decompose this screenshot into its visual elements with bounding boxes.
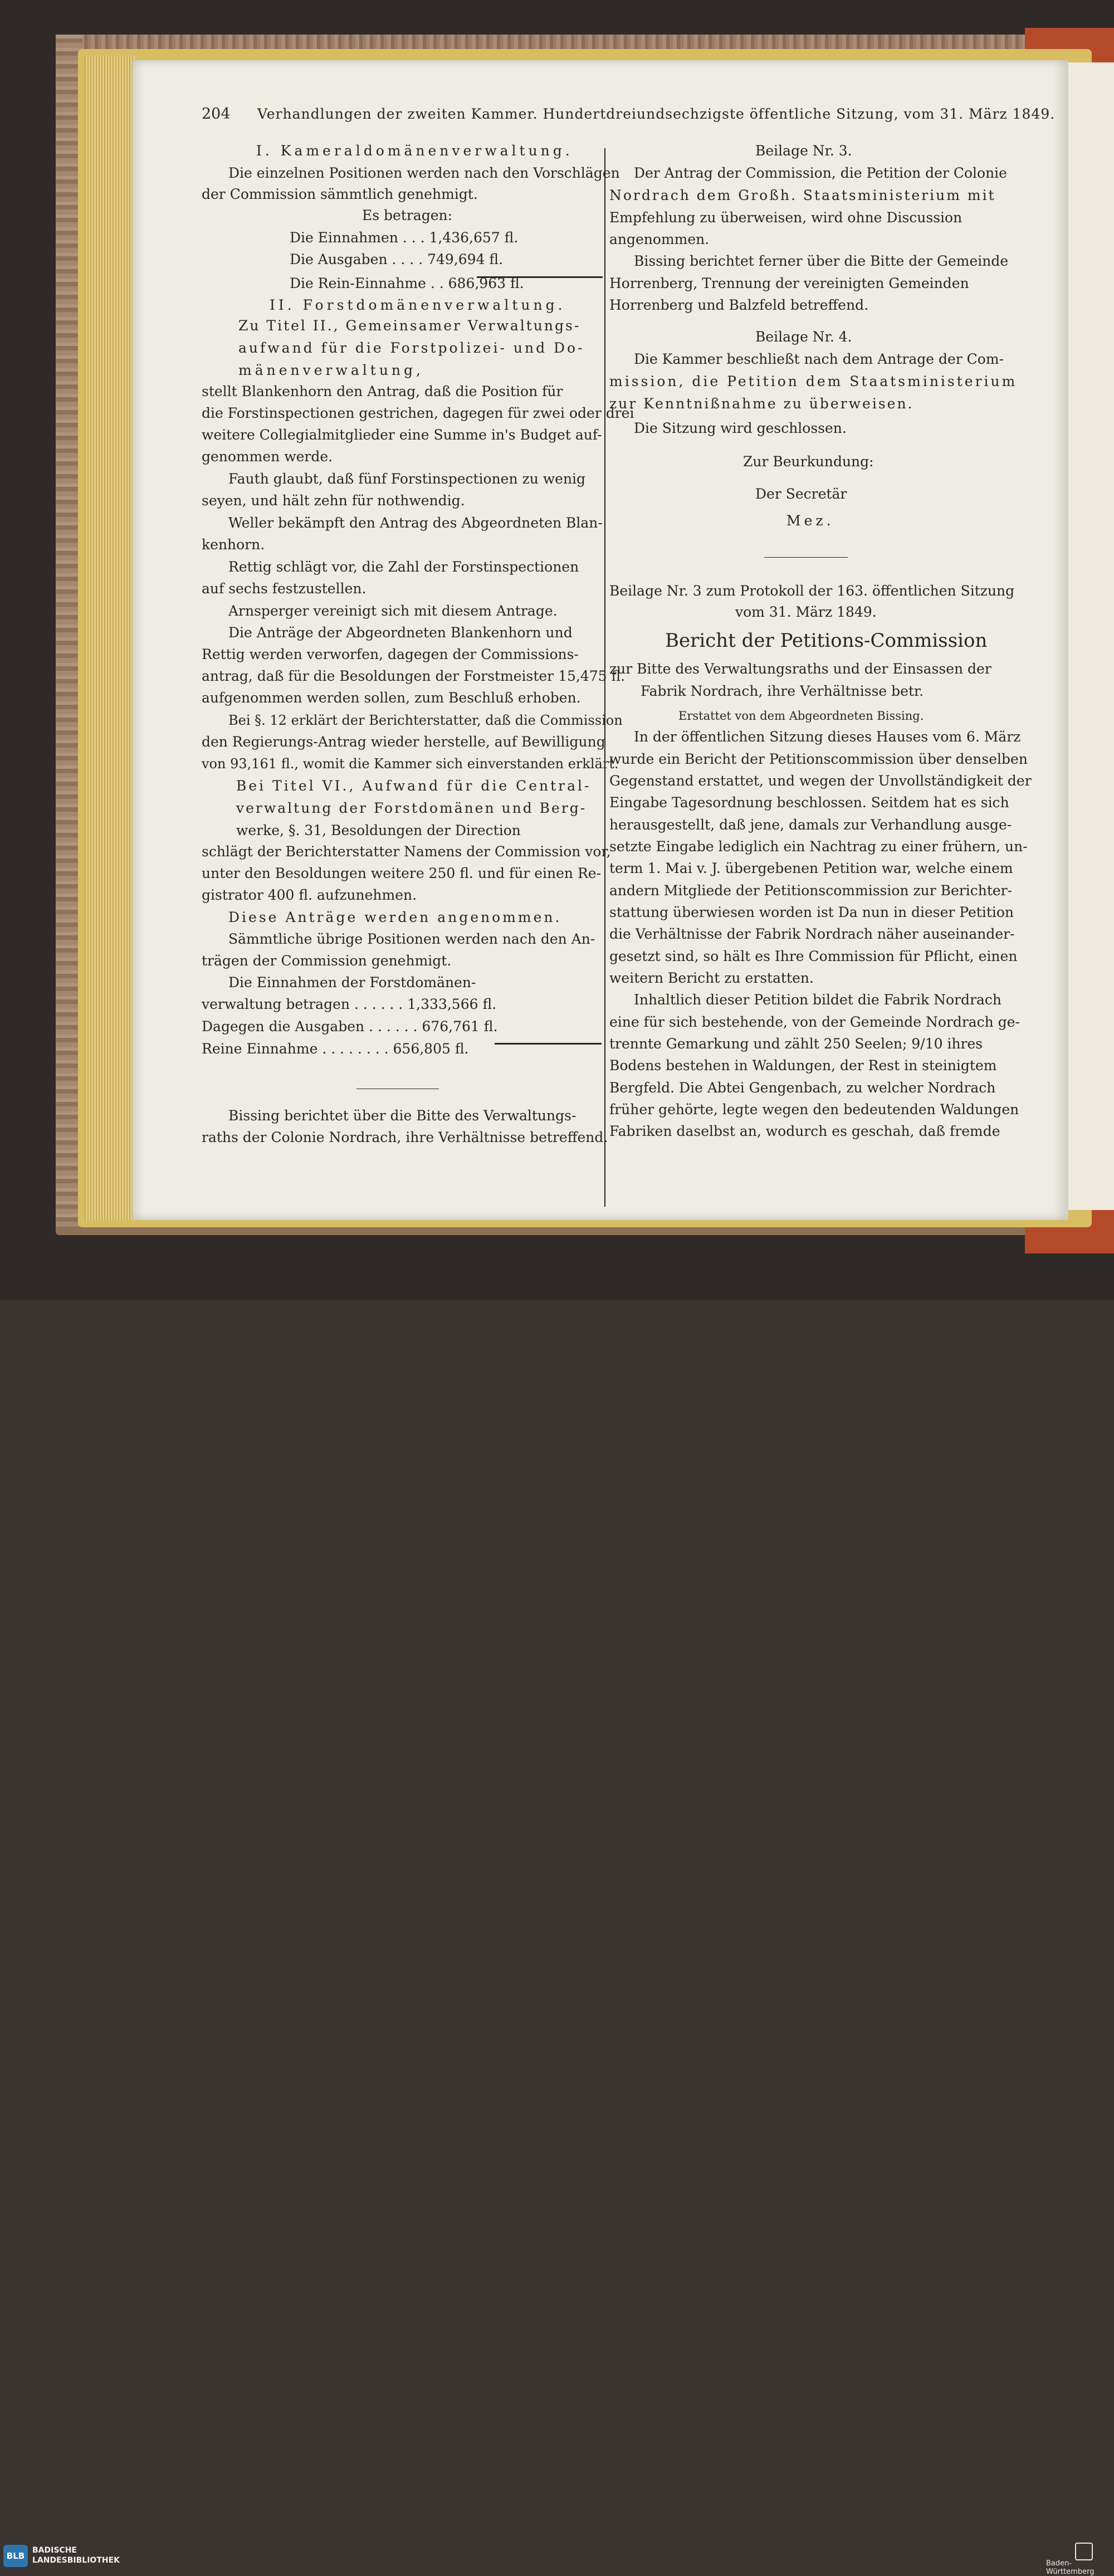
- text-line: trägen der Commission genehmigt.: [202, 953, 452, 969]
- text-line: eine für sich bestehende, von der Gemeinde Nordrach ge-: [609, 1014, 1020, 1030]
- running-title: Verhandlungen der zweiten Kammer. Hundertdreiundsechzigste öffentliche Sitzung, vom 31. März 1849.: [257, 106, 1056, 122]
- text-line: Weller bekämpft den Antrag des Abgeordneten Blan-: [228, 515, 603, 531]
- text-line: Bergfeld. Die Abtei Gengenbach, zu welcher Nordrach: [609, 1080, 996, 1096]
- text-line: Die Sitzung wird geschlossen.: [634, 420, 847, 436]
- text-line: seyen, und hält zehn für nothwendig.: [202, 492, 465, 509]
- text-line: Zur Beurkundung:: [743, 453, 874, 470]
- text-line: Eingabe Tagesordnung beschlossen. Seitdem hat es sich: [609, 794, 1009, 811]
- text-line: weitere Collegialmitglieder eine Summe in's Budget auf-: [202, 427, 602, 443]
- text-line: Bodens bestehen in Waldungen, der Rest in steinigtem: [609, 1057, 997, 1074]
- table-row: Dagegen die Ausgaben . . . . . . 676,761 fl.: [202, 1018, 498, 1035]
- text-line: verwaltung der Forstdomänen und Berg-: [236, 800, 587, 816]
- text-line: weitern Bericht zu erstatten.: [609, 970, 814, 986]
- text-line: Horrenberg, Trennung der vereinigten Gemeinden: [609, 275, 969, 291]
- text-line: Rettig schlägt vor, die Zahl der Forstinspectionen: [228, 559, 579, 575]
- text-line: gistrator 400 fl. aufzunehmen.: [202, 887, 417, 903]
- section-heading: II. Forstdomänenverwaltung.: [270, 297, 566, 313]
- page-block-edge: [85, 56, 135, 1220]
- text-line: gesetzt sind, so hält es Ihre Commission für Pflicht, einen: [609, 948, 1018, 964]
- text-line: In der öffentlichen Sitzung dieses Hauses vom 6. März: [634, 729, 1021, 745]
- document-page: [133, 60, 1068, 1220]
- text-line: Horrenberg und Balzfeld betreffend.: [609, 297, 869, 313]
- report-author: Erstattet von dem Abgeordneten Bissing.: [678, 709, 924, 723]
- table-row: Die Rein-Einnahme . . 686,963 fl.: [290, 275, 524, 291]
- text-line: aufwand für die Forstpolizei- und Do-: [238, 340, 585, 356]
- book-scan: [0, 0, 1114, 1270]
- text-line: zur Bitte des Verwaltungsraths und der Einsassen der: [609, 661, 991, 677]
- separator-rule: [764, 557, 848, 558]
- text-line: wurde ein Bericht der Petitionscommission über denselben: [609, 751, 1028, 767]
- text-line: Arnsperger vereinigt sich mit diesem Antrage.: [228, 603, 558, 619]
- text-line: Bissing berichtet über die Bitte des Verwaltungs-: [228, 1108, 576, 1124]
- text-line: werke, §. 31, Besoldungen der Direction: [236, 822, 521, 838]
- text-line: Die Einnahmen der Forstdomänen-: [228, 974, 476, 991]
- text-line: schlägt der Berichterstatter Namens der Commission vor,: [202, 843, 611, 860]
- text-line: Es betragen:: [362, 207, 453, 223]
- text-line: Die Anträge der Abgeordneten Blankenhorn und: [228, 625, 573, 641]
- text-line: antrag, daß für die Besoldungen der Forstmeister 15,475 fl.: [202, 668, 626, 684]
- text-line: Die Kammer beschließt nach dem Antrage der Com-: [634, 351, 1004, 367]
- text-line: von 93,161 fl., womit die Kammer sich einverstanden erklärt.: [202, 756, 619, 772]
- text-line: der Commission sämmtlich genehmigt.: [202, 186, 478, 202]
- text-line: angenommen.: [609, 231, 710, 247]
- text-line: Nordrach dem Großh. Staatsministerium mit: [609, 187, 996, 203]
- region-label: Baden-Württemberg: [1046, 2559, 1095, 2576]
- page-number: 204: [202, 105, 231, 123]
- appendix-heading: Beilage Nr. 3 zum Protokoll der 163. öffentlichen Sitzung: [609, 583, 1015, 599]
- report-title: Bericht der Petitions-Commission: [665, 630, 988, 652]
- text-line: zur Kenntnißnahme zu überweisen.: [609, 396, 914, 412]
- text-line: Rettig werden verworfen, dagegen der Commissions-: [202, 646, 579, 662]
- text-line: Empfehlung zu überweisen, wird ohne Discussion: [609, 209, 962, 226]
- section-heading: I. Kameraldomänenverwaltung.: [256, 143, 573, 159]
- text-line: kenhorn.: [202, 536, 265, 553]
- text-line: trennte Gemarkung und zählt 250 Seelen; 9/10 ihres: [609, 1036, 983, 1052]
- text-line: aufgenommen werden sollen, zum Beschluß erhoben.: [202, 690, 581, 706]
- text-line: Fabriken daselbst an, wodurch es geschah, daß fremde: [609, 1123, 1000, 1139]
- text-line: term 1. Mai v. J. übergebenen Petition war, welche einem: [609, 860, 1013, 876]
- text-line: Die einzelnen Positionen werden nach den Vorschlägen: [228, 165, 620, 181]
- text-line: Diese Anträge werden angenommen.: [228, 909, 562, 925]
- table-row: Die Ausgaben . . . . 749,694 fl.: [290, 251, 504, 267]
- text-line: mänenverwaltung,: [238, 362, 424, 378]
- signature-name: Mez.: [786, 513, 834, 529]
- text-line: Bissing berichtet ferner über die Bitte der Gemeinde: [634, 253, 1009, 269]
- text-line: Bei §. 12 erklärt der Berichterstatter, daß die Commission: [228, 713, 623, 728]
- text-line: Sämmtliche übrige Positionen werden nach den An-: [228, 931, 595, 947]
- state-crest-icon: [1075, 2543, 1093, 2560]
- text-line: den Regierungs-Antrag wieder herstelle, auf Bewilligung: [202, 734, 605, 750]
- text-line: Bei Titel VI., Aufwand für die Central-: [236, 778, 592, 794]
- text-line: genommen werde.: [202, 448, 333, 465]
- text-line: Der Secretär: [755, 486, 847, 502]
- text-line: raths der Colonie Nordrach, ihre Verhältnisse betreffend.: [202, 1129, 608, 1145]
- text-line: Inhaltlich dieser Petition bildet die Fabrik Nordrach: [634, 992, 1002, 1008]
- text-line: Zu Titel II., Gemeinsamer Verwaltungs-: [238, 318, 581, 334]
- text-line: herausgestellt, daß jene, damals zur Verhandlung ausge-: [609, 817, 1012, 833]
- text-line: die Forstinspectionen gestrichen, dagegen für zwei oder drei: [202, 405, 634, 421]
- text-line: Fauth glaubt, daß fünf Forstinspectionen zu wenig: [228, 471, 586, 487]
- text-line: Der Antrag der Commission, die Petition der Colonie: [634, 165, 1007, 181]
- text-line: setzte Eingabe lediglich ein Nachtrag zu einer frühern, un-: [609, 838, 1028, 855]
- text-line: mission, die Petition dem Staatsministerium: [609, 373, 1018, 389]
- library-name-line2: LANDESBIBLIOTHEK: [32, 2556, 120, 2565]
- text-line: Fabrik Nordrach, ihre Verhältnisse betr.: [641, 683, 924, 699]
- text-line: andern Mitgliede der Petitionscommission zur Berichter-: [609, 882, 1013, 899]
- appendix-label: Beilage Nr. 3.: [755, 143, 852, 159]
- text-line: stellt Blankenhorn den Antrag, daß die Position für: [202, 383, 563, 399]
- library-logo[interactable]: BLB: [3, 2545, 28, 2567]
- library-name-line1: BADISCHE: [32, 2546, 77, 2555]
- appendix-label: Beilage Nr. 4.: [755, 329, 852, 345]
- text-line: die Verhältnisse der Fabrik Nordrach näher auseinander-: [609, 926, 1015, 942]
- appendix-heading: vom 31. März 1849.: [735, 604, 877, 620]
- table-row: Die Einnahmen . . . 1,436,657 fl.: [290, 230, 519, 246]
- sum-rule: [495, 1043, 602, 1045]
- text-line: stattung überwiesen worden ist Da nun in dieser Petition: [609, 904, 1014, 920]
- table-row: Reine Einnahme . . . . . . . . 656,805 fl.: [202, 1041, 469, 1057]
- text-line: auf sechs festzustellen.: [202, 580, 367, 597]
- text-line: früher gehörte, legte wegen den bedeutenden Waldungen: [609, 1101, 1019, 1118]
- text-line: Gegenstand erstattet, und wegen der Unvollständigkeit der: [609, 773, 1032, 789]
- text-line: unter den Besoldungen weitere 250 fl. und für einen Re-: [202, 865, 602, 881]
- viewer-footer: [0, 1270, 1114, 2576]
- table-row: verwaltung betragen . . . . . . 1,333,566 fl.: [202, 996, 497, 1012]
